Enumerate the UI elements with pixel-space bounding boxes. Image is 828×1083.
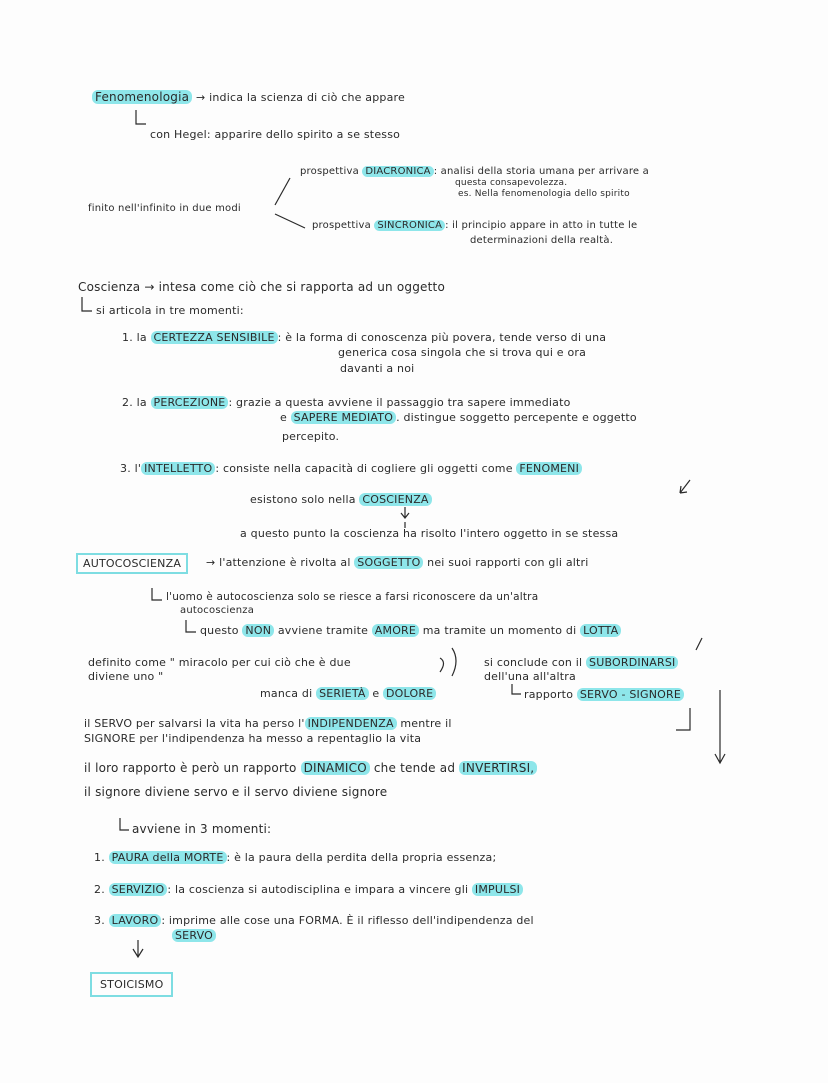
finito-note: finito nell'infinito in due modi [88, 203, 241, 214]
coscienza-title: Coscienza → intesa come ciò che si rapporta ad un oggetto [78, 280, 445, 294]
moment-2: 2. la PERCEZIONE : grazie a questa avviene il passaggio tra sapere immediato [122, 396, 571, 409]
sincronica-line: prospettiva SINCRONICA : il principio appare in atto in tutte le [312, 220, 638, 231]
diacronica-example: es. Nella fenomenologia dello spirito [458, 189, 630, 199]
moment-2-line-3: percepito. [282, 430, 340, 443]
uomo-line: l'uomo è autocoscienza solo se riesce a farsi riconoscere da un'altra [166, 591, 539, 603]
dinamico-line: il loro rapporto è però un rapporto DINAMICO che tende ad INVERTIRSI, [84, 761, 537, 775]
sincronica-line-2: determinazioni della realtà. [470, 235, 614, 246]
attenzione-line: → l'attenzione è rivolta al SOGGETTO nei suoi rapporti con gli altri [206, 556, 589, 569]
momento-servizio: 2. SERVIZIO : la coscienza si autodisciplina e impara a vincere gli IMPULSI [94, 883, 523, 896]
hegel-note: con Hegel: apparire dello spirito a se stesso [150, 128, 401, 141]
inversione-line: il signore diviene servo e il servo diviene signore [84, 785, 388, 799]
miracolo-line: definito come " miracolo per cui ciò che è due [88, 656, 351, 669]
autocoscienza-title: AUTOCOSCIENZA [76, 553, 188, 574]
diacronica-line-2: questa consapevolezza. [455, 178, 568, 188]
signore-line: SIGNORE per l'indipendenza ha messo a repentaglio la vita [84, 732, 422, 745]
uomo-line-2: autocoscienza [180, 605, 255, 616]
fenomenologia-definition: → indica la scienza di ciò che appare [196, 91, 405, 104]
moment-1-line-3: davanti a noi [340, 362, 415, 375]
diacronica-line: prospettiva DIACRONICA : analisi della storia umana per arrivare a [300, 166, 649, 177]
momento-paura: 1. PAURA della MORTE : è la paura della perdita della propria essenza; [94, 851, 497, 864]
moment-3: 3. l' INTELLETTO : consiste nella capacità di cogliere gli oggetti come FENOMENI [120, 462, 582, 475]
articola-note: si articola in tre momenti: [96, 304, 244, 317]
miracolo-line-2: diviene uno " [88, 670, 164, 683]
manca-line: manca di SERIETÀ e DOLORE [260, 687, 436, 700]
rapporto-line: rapporto SERVO - SIGNORE [524, 688, 684, 701]
momento-lavoro: 3. LAVORO : imprime alle cose una FORMA. È il riflesso dell'indipendenza del [94, 914, 534, 927]
esistono-line: esistono solo nella COSCIENZA [250, 493, 432, 506]
tre-momenti-line: avviene in 3 momenti: [132, 822, 272, 836]
moment-1: 1. la CERTEZZA SENSIBILE : è la forma di conoscenza più povera, tende verso di una [122, 331, 607, 344]
moment-2-line-2: e SAPERE MEDIATO . distingue soggetto percepente e oggetto [280, 411, 637, 424]
questo-punto-line: a questo punto la coscienza ha risolto l'intero oggetto in se stessa [240, 527, 619, 540]
servo-label: SERVO [172, 929, 216, 942]
servo-line: il SERVO per salvarsi la vita ha perso l' INDIPENDENZA mentre il [84, 717, 452, 730]
fenomenologia-title: Fenomenologia [92, 90, 192, 104]
subordinarsi-line-2: dell'una all'altra [484, 670, 576, 683]
amore-lotta-line: questo NON avviene tramite AMORE ma tramite un momento di LOTTA [200, 624, 621, 637]
moment-1-line-2: generica cosa singola che si trova qui e ora [338, 346, 587, 359]
stoicismo-box: STOICISMO [90, 972, 173, 997]
subordinarsi-line: si conclude con il SUBORDINARSI [484, 656, 678, 669]
